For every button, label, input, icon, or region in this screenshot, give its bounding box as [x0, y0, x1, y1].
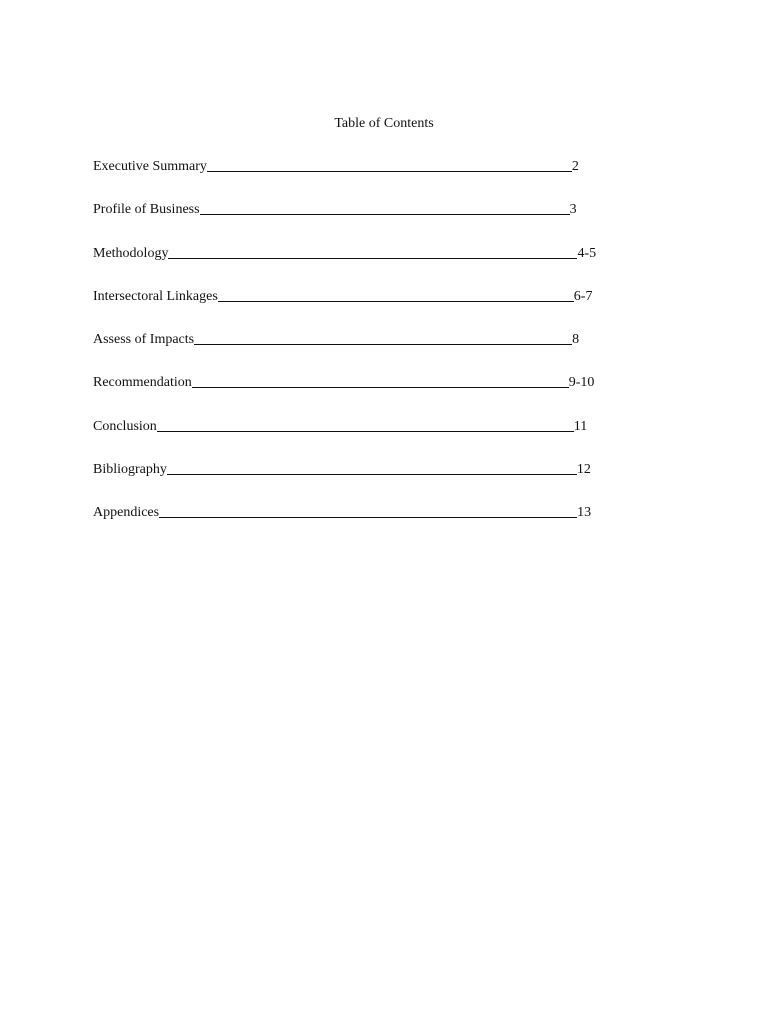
toc-entry-page: 11 — [573, 418, 588, 434]
toc-list — [93, 158, 633, 548]
toc-entry-label: Recommendation — [93, 375, 192, 391]
toc-entry — [93, 288, 633, 306]
toc-entry-page: 9-10 — [568, 375, 595, 391]
toc-entry — [93, 245, 633, 263]
toc-leader-line — [167, 474, 577, 475]
toc-entry-label: Appendices — [93, 505, 160, 521]
toc-entry-label: Methodology — [93, 245, 169, 261]
toc-leader-line — [207, 171, 572, 172]
toc-entry — [93, 418, 633, 436]
toc-entry — [93, 158, 633, 176]
toc-entry-page: 2 — [571, 159, 579, 174]
toc-entry — [93, 461, 633, 479]
toc-entry — [93, 504, 633, 522]
toc-entry-page: 12 — [576, 462, 591, 478]
toc-entry-label: Profile of Business — [93, 202, 200, 218]
toc-entry — [93, 331, 633, 349]
toc-leader-line — [157, 431, 574, 432]
toc-entry-page: 8 — [572, 332, 580, 348]
toc-entry-page: 3 — [569, 202, 577, 218]
toc-entry-label: Bibliography — [93, 462, 167, 478]
toc-leader-line — [200, 214, 570, 215]
toc-leader-line — [159, 517, 577, 518]
toc-entry — [93, 201, 633, 219]
toc-entry-page: 13 — [577, 505, 592, 521]
toc-leader-line — [194, 344, 572, 345]
toc-entry-label: Assess of Impacts — [93, 332, 195, 348]
toc-entry-label: Intersectoral Linkages — [93, 288, 218, 304]
toc-entry-page: 4-5 — [577, 245, 597, 261]
toc-title: Table of Contents — [334, 116, 434, 131]
toc-leader-line — [192, 387, 569, 388]
toc-leader-line — [218, 301, 574, 302]
toc-entry-label: Executive Summary — [93, 159, 207, 174]
toc-entry — [93, 374, 633, 392]
toc-entry-label: Conclusion — [93, 418, 157, 434]
toc-leader-line — [168, 258, 577, 259]
toc-entry-page: 6-7 — [573, 288, 593, 304]
